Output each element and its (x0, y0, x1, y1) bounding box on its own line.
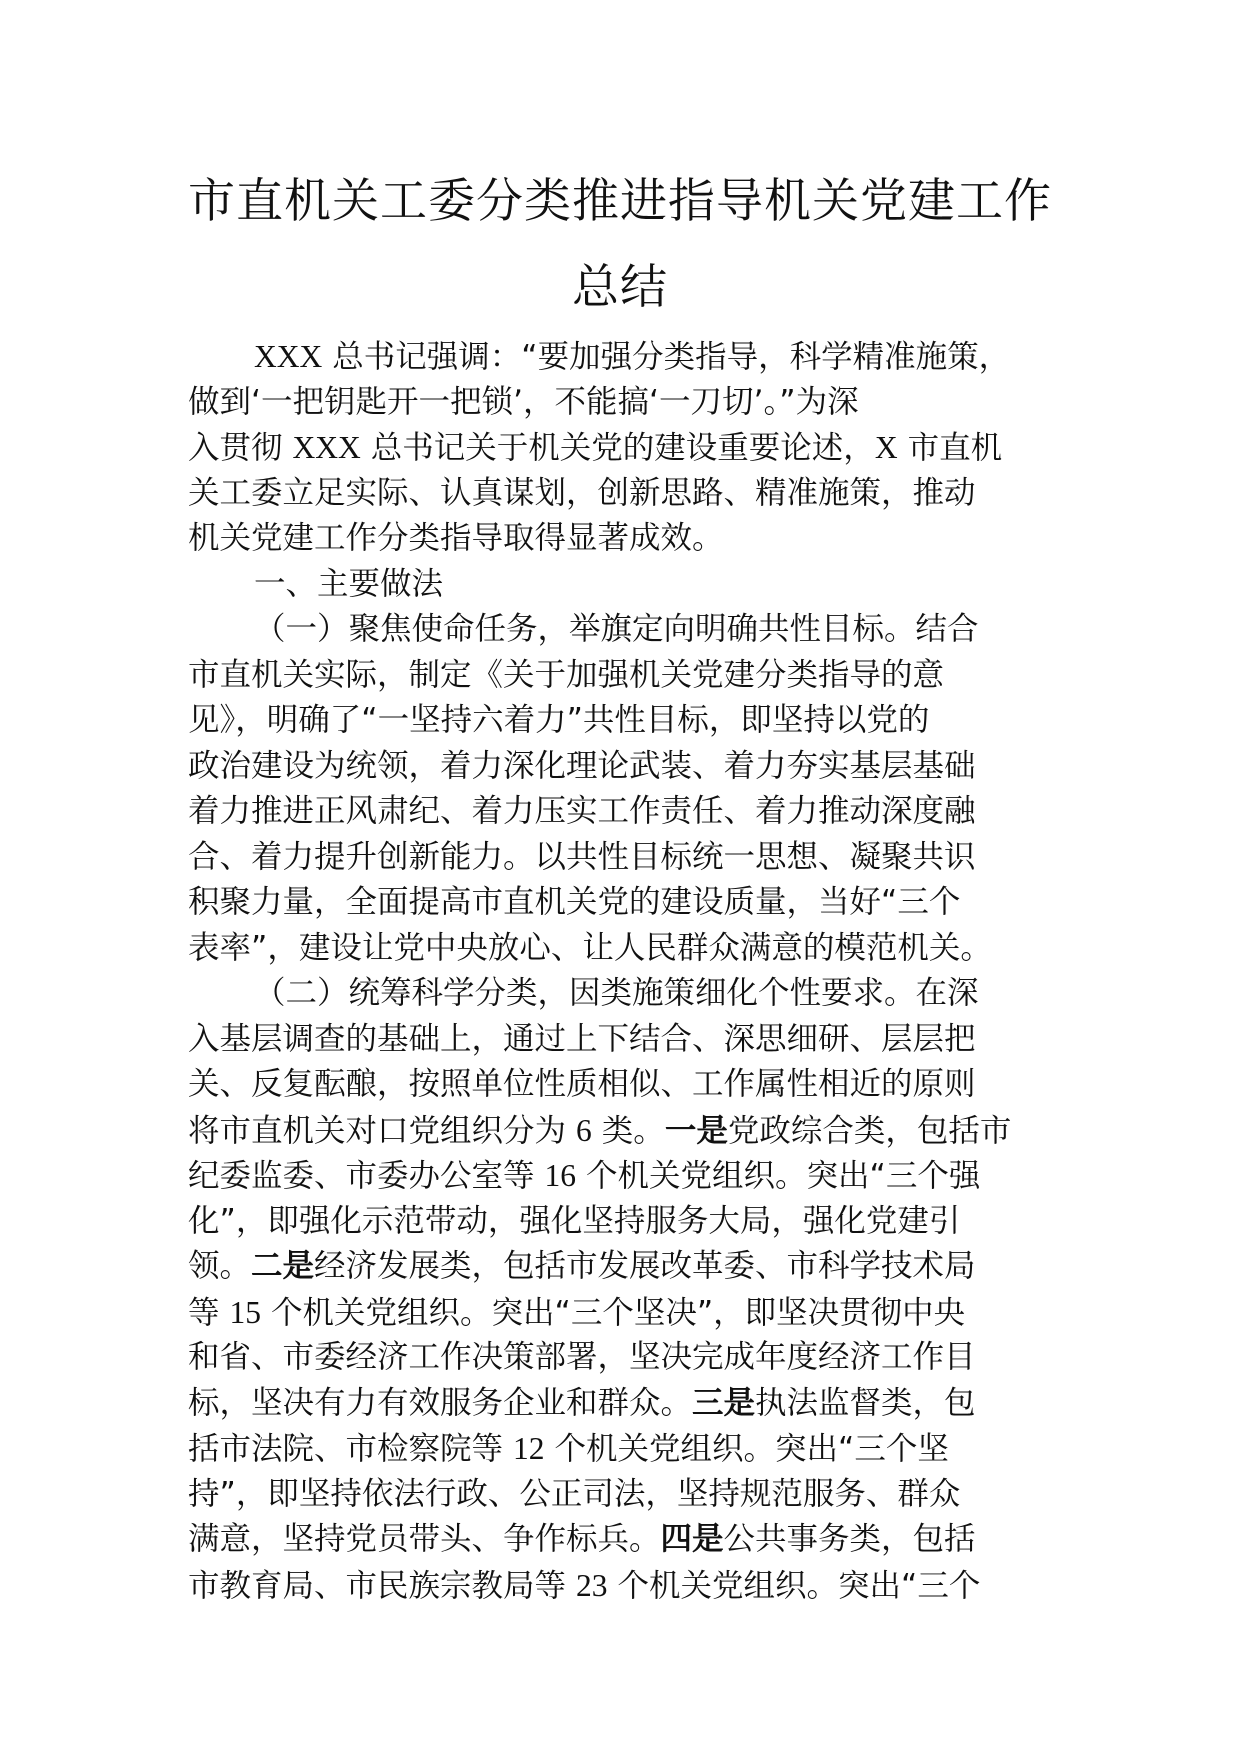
text-segment: （一）聚焦使命任务，举旗定向明确共性目标。结合 (254, 611, 979, 647)
text-segment: 16 (544, 1158, 577, 1193)
text-line (188, 653, 1068, 699)
text-line (188, 334, 1068, 380)
text-segment: 15 (229, 1294, 262, 1330)
paragraph-two (188, 971, 1068, 1608)
text-segment: 类。 (601, 1112, 665, 1149)
text-line (188, 380, 1068, 426)
text-segment: 一、主要做法 (254, 565, 444, 602)
text-segment: 积聚力量，全面提高市直机关党的建设质量，当好“三个 (188, 884, 961, 920)
text-segment: 将市直机关对口党组织分为 (188, 1112, 567, 1149)
text-line (188, 1517, 1068, 1563)
text-line (188, 607, 1068, 653)
text-line (188, 744, 1068, 790)
text-segment: 化”，即强化示范带动，强化坚持服务大局，强化党建引 (188, 1202, 961, 1239)
text-line (188, 1108, 1068, 1154)
text-segment: 入基层调查的基础上，通过上下结合、深思细研、层层把 (188, 1020, 976, 1057)
bold-marker: 二是 (251, 1248, 315, 1284)
text-line (188, 835, 1068, 881)
text-segment: 总书记强调：“要加强分类指导，科学精准施策， (332, 339, 1011, 375)
text-segment: 表率”，建设让党中央放心、让人民群众满意的模范机关。 (188, 929, 992, 966)
text-line (188, 1153, 1068, 1199)
text-segment: 标，坚决有力有效服务企业和群众。 (188, 1384, 693, 1421)
text-segment: 等 (188, 1294, 220, 1331)
text-segment: 持”，即坚持依法行政、公正司法，坚持规范服务、群众 (188, 1475, 961, 1512)
text-line (188, 971, 1068, 1017)
text-segment: 12 (513, 1431, 545, 1466)
text-line (188, 471, 1068, 517)
text-line (188, 880, 1068, 926)
text-segment: XXX (254, 339, 323, 374)
text-line (188, 698, 1068, 744)
text-segment: 市直机关实际，制定《关于加强机关党建分类指导的意 (188, 656, 945, 693)
bold-marker: 四是 (660, 1521, 724, 1557)
text-segment: 市直机 (907, 430, 1003, 466)
text-segment: 入贯彻 (188, 430, 283, 466)
text-line (188, 789, 1068, 835)
text-segment: 市教育局、市民族宗教局等 (188, 1567, 567, 1604)
text-line (188, 516, 1068, 562)
text-segment: 公共事务类，包括 (723, 1521, 976, 1557)
text-segment: 满意，坚持党员带头、争作标兵。 (188, 1521, 661, 1557)
text-segment: 个机关党组织。突出“三个坚 (554, 1431, 949, 1467)
paragraph-intro (188, 334, 1068, 562)
text-line (188, 1017, 1068, 1063)
text-segment: 机关党建工作分类指导取得显著成效。 (188, 520, 724, 556)
text-segment: 纪委监委、市委办公室等 (188, 1158, 535, 1194)
bold-marker: 三是 (692, 1384, 756, 1421)
text-segment: 和省、市委经济工作决策部署，坚决完成年度经济工作目 (188, 1339, 976, 1375)
text-segment: 做到‘一把钥匙开一把锁’，不能搞‘一刀切’。”为深 (188, 383, 859, 420)
text-segment: 23 (576, 1567, 608, 1603)
text-line (188, 1381, 1068, 1427)
text-segment: 个机关党组织。突出“三个坚决”，即坚决贯彻中央 (271, 1294, 966, 1331)
document-title-line-2: 总结 (572, 260, 668, 315)
text-line (188, 1335, 1068, 1381)
text-segment: （二）统筹科学分类，因类施策细化个性要求。在深 (254, 975, 979, 1011)
text-segment: 个机关党组织。突出“三个 (617, 1567, 981, 1604)
text-segment: 党政综合类，包括市 (727, 1112, 1012, 1149)
text-segment: 个机关党组织。突出“三个强 (586, 1158, 981, 1194)
text-segment: 括市法院、市检察院等 (188, 1431, 504, 1467)
text-segment: 见》，明确了“一坚持六着力”共性目标，即坚持以党的 (188, 702, 930, 738)
text-segment: X (874, 430, 898, 465)
text-segment: 领。 (188, 1248, 252, 1284)
text-segment: 执法监督类，包 (755, 1384, 976, 1421)
text-line (188, 1290, 1068, 1336)
text-segment: 着力推进正风肃纪、着力压实工作责任、着力推动深度融 (188, 793, 976, 829)
text-line (188, 926, 1068, 972)
document-body (188, 334, 1068, 1608)
paragraph-one (188, 607, 1068, 971)
text-segment: 6 (576, 1112, 592, 1148)
text-segment: 合、着力提升创新能力。以共性目标统一思想、凝聚共识 (188, 838, 976, 875)
text-segment: 经济发展类，包括市发展改革委、市科学技术局 (314, 1248, 976, 1284)
text-segment: XXX (292, 430, 361, 465)
text-segment: 政治建设为统领，着力深化理论武装、着力夯实基层基础 (188, 747, 976, 784)
section-heading (188, 562, 1068, 608)
text-line (188, 1244, 1068, 1290)
text-line (188, 1426, 1068, 1472)
text-segment: 关、反复酝酿，按照单位性质相似、工作属性相近的原则 (188, 1066, 976, 1102)
document-title-line-1: 市直机关工委分类推进指导机关党建工作 (188, 174, 1052, 229)
text-segment: 关工委立足实际、认真谋划，创新思路、精准施策，推动 (188, 474, 976, 511)
bold-marker: 一是 (664, 1112, 728, 1149)
text-line (188, 425, 1068, 471)
text-line (188, 1062, 1068, 1108)
text-line (188, 1472, 1068, 1518)
text-line (188, 1563, 1068, 1609)
text-line (188, 1199, 1068, 1245)
text-line (188, 562, 1068, 608)
text-segment: 总书记关于机关党的建设重要论述， (370, 430, 875, 466)
